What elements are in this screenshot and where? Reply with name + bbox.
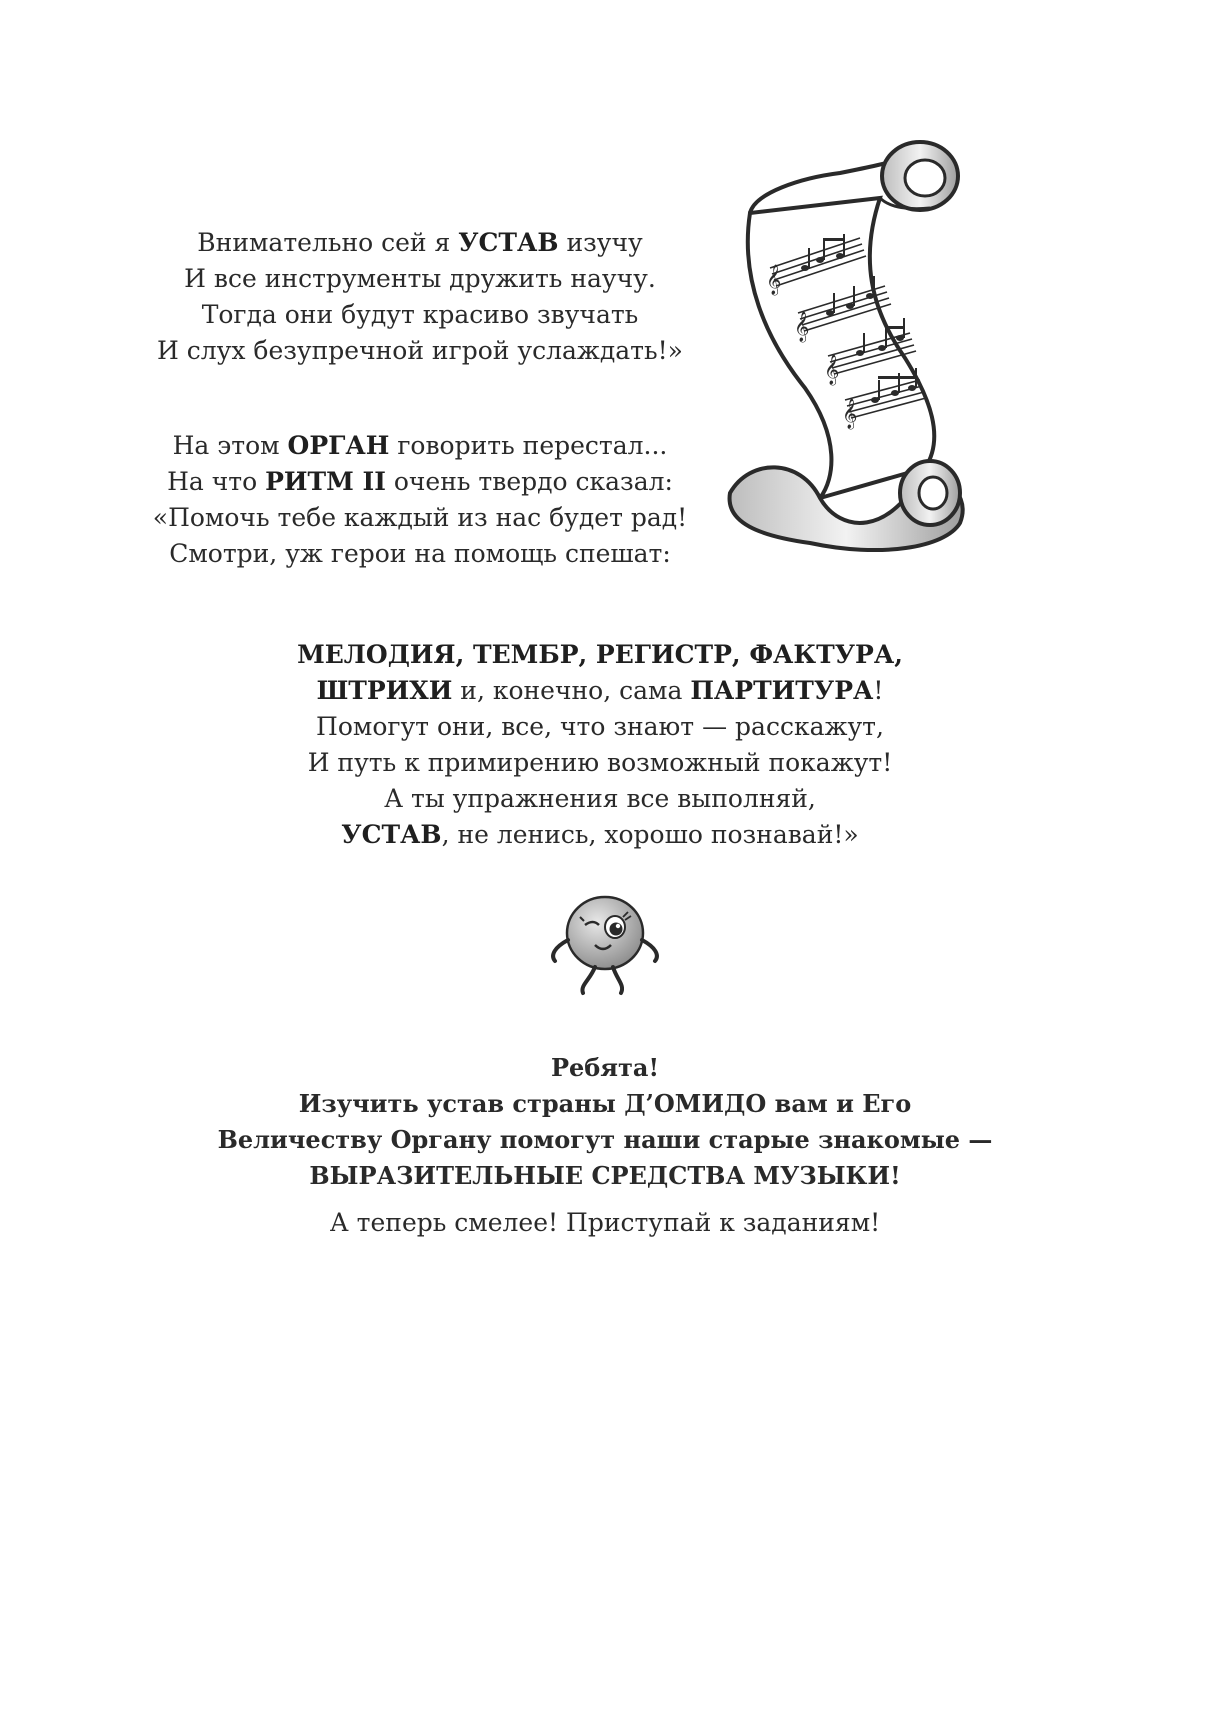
closing-line: Ребята! xyxy=(550,1053,659,1082)
poem-line: ШТРИХИ и, конечно, сама ПАРТИТУРА! xyxy=(316,676,884,705)
poem-line: А ты упражнения все выполняй, xyxy=(384,784,816,813)
svg-text:𝄞: 𝄞 xyxy=(824,355,840,385)
emphasis-term: РИТМ II xyxy=(265,467,386,496)
svg-text:𝄞: 𝄞 xyxy=(794,312,810,342)
stanza-heroes xyxy=(290,637,910,853)
poem-line: Смотри, уж герои на помощь спешат: xyxy=(169,539,671,568)
winking-mascot-illustration xyxy=(535,885,675,1000)
poem-line: Тогда они будут красиво звучать xyxy=(201,300,639,329)
music-scroll-illustration xyxy=(720,138,990,568)
poem-line xyxy=(290,637,910,673)
poem-line: На этом ОРГАН говорить перестал... xyxy=(172,431,668,460)
closing-message xyxy=(205,1050,1005,1194)
final-call xyxy=(205,1205,1005,1241)
poem-line: Помогут они, все, что знают — расскажут, xyxy=(316,712,884,741)
svg-text:𝄞: 𝄞 xyxy=(842,399,858,429)
poem-line: И путь к примирению возможный покажут! xyxy=(307,748,893,777)
poem-line: На что РИТМ II очень твердо сказал: xyxy=(167,467,673,496)
emphasis-term: ПАРТИТУРА xyxy=(690,676,874,705)
svg-text:𝄞: 𝄞 xyxy=(766,265,782,295)
closing-line: Величеству Органу помогут наши старые знакомые — xyxy=(217,1125,993,1154)
stanza-organ xyxy=(150,428,690,572)
emphasis-term: ОРГАН xyxy=(287,431,390,460)
poem-line: «Помочь тебе каждый из нас будет рад! xyxy=(152,503,688,532)
closing-line: Изучить устав страны Д’ОМИДО вам и Его xyxy=(298,1089,912,1118)
poem-line: И все инструменты дружить научу. xyxy=(184,264,656,293)
emphasis-term: ШТРИХИ xyxy=(316,676,453,705)
poem-line: УСТАВ, не ленись, хорошо познавай!» xyxy=(341,820,859,849)
closing-line: ВЫРАЗИТЕЛЬНЫЕ СРЕДСТВА МУЗЫКИ! xyxy=(309,1161,901,1190)
emphasis-term: МЕЛОДИЯ, ТЕМБР, РЕГИСТР, ФАКТУРА, xyxy=(297,640,903,669)
poem-line: И слух безупречной игрой услаждать!» xyxy=(157,336,683,365)
stanza-ustav xyxy=(150,225,690,369)
emphasis-term: УСТАВ xyxy=(458,228,559,257)
emphasis-term: УСТАВ xyxy=(341,820,442,849)
final-line: А теперь смелее! Приступай к заданиям! xyxy=(329,1208,881,1237)
poem-line: Внимательно сей я УСТАВ изучу xyxy=(197,228,643,257)
